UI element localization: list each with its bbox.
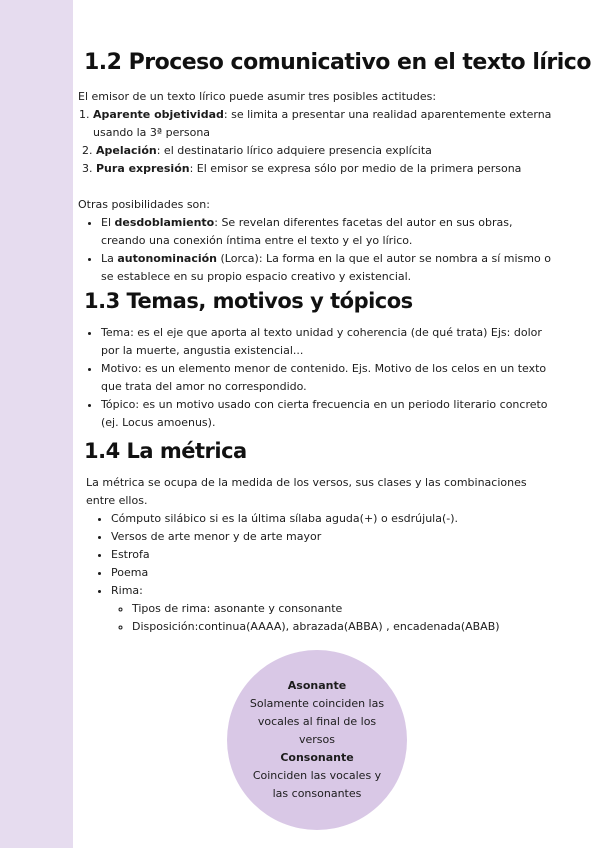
bubble-term-consonante: Consonante (280, 751, 354, 764)
sec14-intro: La métrica se ocupa de la medida de los versos, sus clases y las combinaciones entre ellos. (86, 476, 527, 507)
sec14-body (78, 474, 556, 636)
list-item: • Cómputo silábico si es la última sílaba aguda(+) o esdrújula(-). (111, 510, 556, 528)
bubble-desc-asonante: Solamente coinciden las vocales al final de los versos (249, 697, 385, 746)
list-item: • Versos de arte menor y de arte mayor (111, 528, 556, 546)
list-item: • Tema: es el eje que aporta al texto unidad y coherencia (de qué trata) Ejs: dolor por la muerte, angustia existencial... (101, 324, 556, 360)
other-list (78, 214, 556, 286)
bubble-term-asonante: Asonante (287, 679, 347, 692)
themes-list (78, 324, 556, 432)
sec12-intro: El emisor de un texto lírico puede asumir tres posibles actitudes: (78, 90, 437, 103)
rima-sublist (111, 600, 556, 636)
list-item: 1. Aparente objetividad: se limita a presentar una realidad aparentemente externa usando la 3ª persona (93, 106, 556, 142)
list-item: • La autonominación (Lorca): La forma en la que el autor se nombra a sí mismo o se establece en su propio espacio creativo y existencial. (101, 250, 556, 286)
list-item: ◦ Tipos de rima: asonante y consonante (132, 600, 556, 618)
sec12-other (78, 196, 556, 286)
sec13-body (78, 324, 556, 432)
other-intro: Otras posibilidades son: (78, 198, 210, 211)
list-item: • Estrofa (111, 546, 556, 564)
rhyme-definition-bubble (227, 650, 407, 830)
list-item: • Motivo: es un elemento menor de contenido. Ejs. Motivo de los celos en un texto que trata del amor no correspondido. (101, 360, 556, 396)
bubble-desc-consonante: Coinciden las vocales y las consonantes (252, 769, 382, 800)
list-item: • Tópico: es un motivo usado con cierta frecuencia en un periodo literario concreto (ej. Locus amoenus). (101, 396, 556, 432)
metrics-list (78, 510, 556, 636)
list-item: • Poema (111, 564, 556, 582)
attitudes-list (78, 106, 556, 178)
list-item: 2. Apelación: el destinatario lírico adquiere presencia explícita (96, 142, 556, 160)
heading-1-4: 1.4 La métrica (84, 439, 247, 463)
page-sidebar-band (0, 0, 73, 848)
list-item: ◦ Disposición:continua(AAAA), abrazada(ABBA) , encadenada(ABAB) (132, 618, 556, 636)
list-item: 3. Pura expresión: El emisor se expresa sólo por medio de la primera persona (96, 160, 556, 178)
list-item: • El desdoblamiento: Se revelan diferentes facetas del autor en sus obras, creando una conexión íntima entre el texto y el yo lírico. (101, 214, 556, 250)
heading-1-2: 1.2 Proceso comunicativo en el texto lírico (84, 50, 591, 75)
list-item: • Rima: ◦ Tipos de rima: asonante y consonante ◦ Disposición:continua(AAAA), abrazada(ABBA) , encadenada(ABAB) (111, 582, 556, 636)
sec12-body (78, 88, 556, 178)
heading-1-3: 1.3 Temas, motivos y tópicos (84, 289, 413, 313)
